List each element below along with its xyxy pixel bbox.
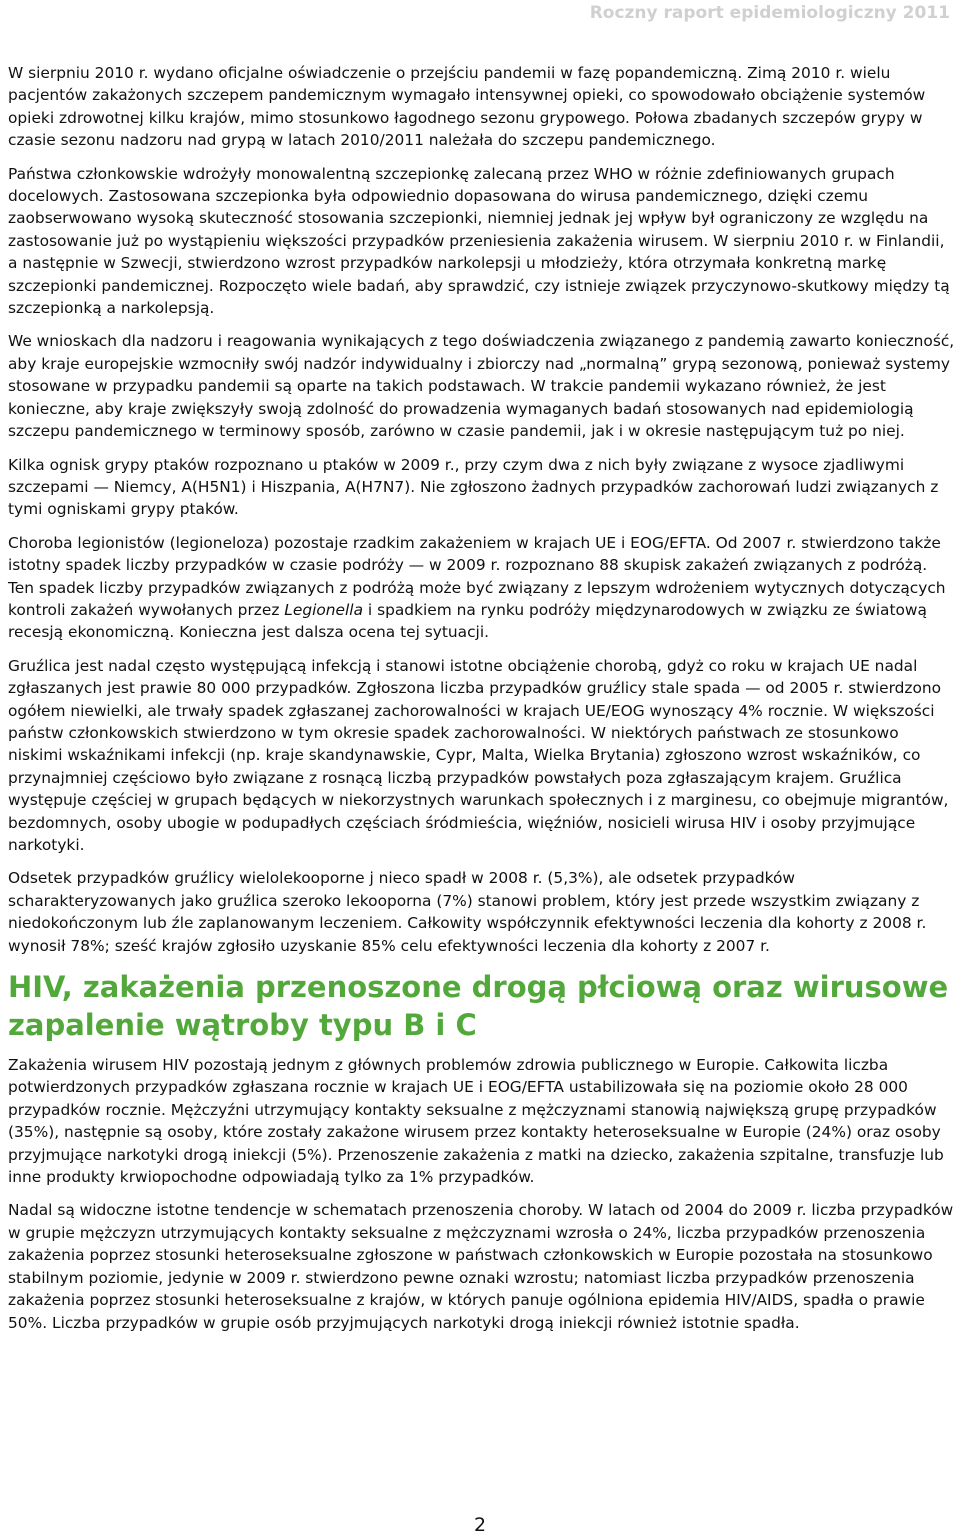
paragraph: We wnioskach dla nadzoru i reagowania wynikających z tego doświadczenia związanego z pandemią zawarto konieczność, aby kraje europejskie wzmocniły swój nadzór indywidualny i zbiorczy nad „normalną” grypą sezonową, ponieważ systemy stosowane w przypadku pandemii są oparte na takich podstawach. W trakcie pandemii wykazano również, że jest konieczne, aby kraje zwiększyły swoją zdolność do prowadzenia wymaganych badań stosowanych nad epidemiologią szczepu pandemicznego w terminowy sposób, zarówno w czasie pandemii, jak i w okresie następującym tuż po niej. [8,332,955,441]
paragraph: Gruźlica jest nadal często występującą infekcją i stanowi istotne obciążenie chorobą, gdyż co roku w krajach UE nadal zgłaszanych jest prawie 80 000 przypadków. Zgłoszona liczba przypadków gruźlicy stale spada — od 2005 r. stwierdzono ogółem niewielki, ale trwały spadek zgłaszanej zachorowalności w krajach UE/EOG wynoszący 4% rocznie. W większości państw członkowskich stwierdzono w tym okresie spadek zachorowalności. W niektórych państwach ze stosunkowo niskimi wskaźnikami infekcji (np. kraje skandynawskie, Cypr, Malta, Wielka Brytania) zgłoszono wzrost wskaźników, co przynajmniej częściowo było związane z rosnącą liczbą przypadków powstałych poza zgłaszającym krajem. Gruźlica występuje częściej w grupach będących w niekorzystnych warunkach społecznych i z marginesu, co obejmuje migrantów, bezdomnych, osoby ubogie w podupadłych częściach śródmieścia, więźniów, nosicieli wirusa HIV i osoby przyjmujące narkotyki. [8,656,949,854]
page-number: 2 [473,1514,487,1536]
paragraph: Kilka ognisk grypy ptaków rozpoznano u ptaków w 2009 r., przy czym dwa z nich były związane z wysoce zjadliwymi szczepami — Niemcy, A(H5N1) i Hiszpania, A(H7N7). Nie zgłoszono żadnych przypadków zachorowań ludzi związanych z tymi ogniskami grypy ptaków. [8,455,939,519]
paragraph-text: Choroba legionistów (legioneloza) pozostaje rzadkim zakażeniem w krajach UE i EOG/EFTA. Od 2007 r. stwierdzono także istotny spadek liczby przypadków w czasie podróży — w 2009 r. rozpoznano 88 skupisk zakażeń związanych z podróżą. Ten spadek liczby przypadków związanych z podróżą może być związany z lepszym wdrożeniem wytycznych dotyczących kontroli zakażeń wywołanych przez [8,533,946,619]
paragraph: Nadal są widoczne istotne tendencje w schematach przenoszenia choroby. W latach od 2004 do 2009 r. liczba przypadków w grupie mężczyzn utrzymujących kontakty seksualne z mężczyznami wzrosła o 24%, liczba przypadków przenoszenia zakażenia poprzez stosunki heteroseksualne zgłoszone w państwach członkowskich w Europie pozostała na stosunkowo stabilnym poziomie, jedynie w 2009 r. stwierdzono pewne oznaki wzrostu; natomiast liczba przypadków przenoszenia zakażenia poprzez stosunki heteroseksualne z krajów, w których panuje ogólniona epidemia HIV/AIDS, spadła o prawie 50%. Liczba przypadków w grupie osób przyjmujących narkotyki drogą iniekcji również istotnie spadła. [8,1201,954,1332]
report-title: Roczny raport epidemiologiczny 2011 [589,3,950,23]
paragraph: Odsetek przypadków gruźlicy wielolekooporne j nieco spadł w 2008 r. (5,3%), ale odsetek przypadków scharakteryzowanych jako gruźlica szeroko lekooporna (7%) stanowi problem, który jest przede wszystkim związany z niedokończonym lub źle zaplanowanym leczeniem. Całkowity współczynnik efektywności leczenia dla kohorty z 2008 r. wynosił 78%; sześć krajów zgłosiło uzyskanie 85% celu efektywności leczenia dla kohorty z 2007 r. [8,869,927,955]
section-heading: HIV, zakażenia przenoszone drogą płciową oraz wirusowe zapalenie wątroby typu B i C [8,970,949,1043]
paragraph-text: i spadkiem na rynku podróży międzynarodowych w związku ze światową recesją ekonomiczną. Konieczna jest dalsza ocena tej sytuacji. [8,600,927,642]
page-header [0,0,960,40]
legionella-paragraph [8,532,956,644]
paragraph: Zakażenia wirusem HIV pozostają jednym z głównych problemów zdrowia publicznego w Europie. Całkowita liczba potwierdzonych przypadków zgłaszana rocznie w krajach UE i EOG/EFTA ustabilizowała się na poziomie około 28 000 przypadków rocznie. Mężczyźni utrzymujący kontakty seksualne z mężczyznami stanowią największą grupę przypadków (35%), następnie są osoby, które zostały zakażone wirusem przez kontakty heteroseksualne w Europie (24%) oraz osoby przyjmujące narkotyki drogą iniekcji (5%). Przenoszenie zakażenia z matki na dziecko, zakażenia szpitalne, transfuzje lub inne produkty krwiopochodne odpowiadają tylko za 1% przypadków. [8,1056,944,1187]
paragraph: Państwa członkowskie wdrożyły monowalentną szczepionkę zalecaną przez WHO w różnie zdefiniowanych grupach docelowych. Zastosowana szczepionka była odpowiednio dopasowana do wirusa pandemicznego, dzięki czemu zaobserwowano wysoką skuteczność stosowania szczepionki, niemniej jednak jej wpływ był ograniczony ze względu na zastosowanie już po wystąpieniu większości przypadków przeniesienia zakażenia wirusem. W sierpniu 2010 r. w Finlandii, a następnie w Szwecji, stwierdzono wzrost przypadków narkolepsji u młodzieży, która otrzymała konkretną markę szczepionki pandemicznej. Rozpoczęto wiele badań, aby sprawdzić, czy istnieje związek przyczynowo-skutkowy między tą szczepionką a narkolepsją. [8,164,950,318]
document-body [8,62,956,1345]
italic-term: Legionella [284,600,364,619]
paragraph: W sierpniu 2010 r. wydano oficjalne oświadczenie o przejściu pandemii w fazę popandemiczną. Zimą 2010 r. wielu pacjentów zakażonych szczepem pandemicznym wymagało intensywnej opieki, co spowodowało obciążenie systemów opieki zdrowotnej kilku krajów, mimo stosunkowo łagodnego sezonu grypowego. Połowa zbadanych szczepów grypy w czasie sezonu nadzoru nad grypą w latach 2010/2011 należała do szczepu pandemicznego. [8,64,926,150]
